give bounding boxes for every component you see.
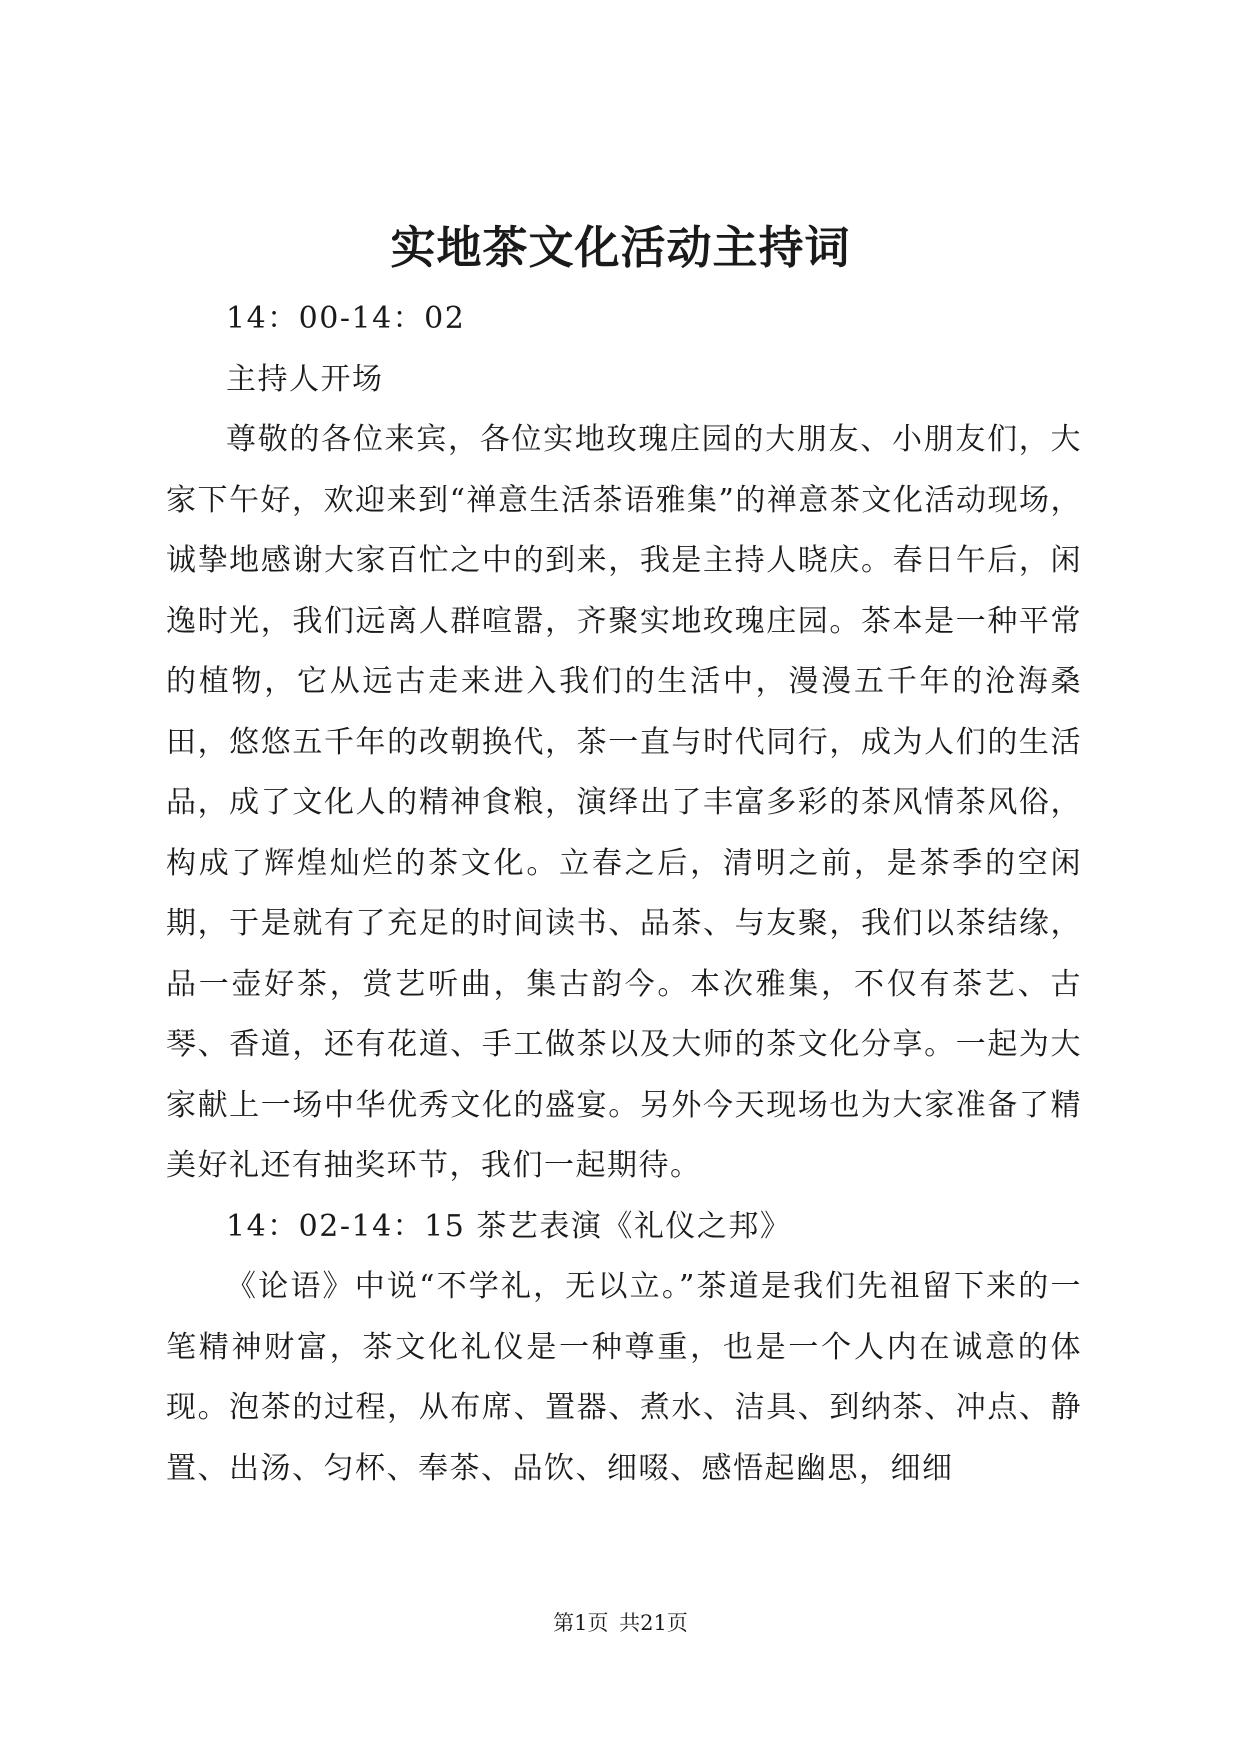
page-title: 实地茶文化活动主持词: [390, 221, 851, 274]
section-heading: 主持人开场: [226, 361, 384, 397]
page-number: 第1页: [553, 1611, 609, 1635]
page-total: 共21页: [619, 1611, 688, 1635]
time-slot-heading: 14：02-14：15 茶艺表演《礼仪之邦》: [226, 1208, 792, 1244]
time-slot-heading: 14：00-14：02: [226, 301, 466, 336]
body-paragraph: 《论语》中说“不学礼，无以立。”茶道是我们先祖留下来的一笔精神财富，茶文化礼仪是一种尊重，也是一个人内在诚意的体现。泡茶的过程，从布席、置器、煮水、洁具、到纳茶、冲点、静置、出汤、匀杯、奉茶、品饮、细啜、感悟起幽思，细细: [166, 1269, 1082, 1486]
body-paragraph: 尊敬的各位来宾，各位实地玫瑰庄园的大朋友、小朋友们，大家下午好，欢迎来到“禅意生活茶语雅集”的禅意茶文化活动现场，诚挚地感谢大家百忙之中的到来，我是主持人晓庆。春日午后，闲逸时光，我们远离人群喧嚣，齐聚实地玫瑰庄园。茶本是一种平常的植物，它从远古走来进入我们的生活中，漫漫五千年的沧海桑田，悠悠五千年的改朝换代，茶一直与时代同行，成为人们的生活品，成了文化人的精神食粮，演绎出了丰富多彩的茶风情茶风俗，构成了辉煌灿烂的茶文化。立春之后，清明之前，是茶季的空闲期，于是就有了充足的时间读书、品茶、与友聚，我们以茶结缘，品一壶好茶，赏艺听曲，集古韵今。本次雅集，不仅有茶艺、古琴、香道，还有花道、手工做茶以及大师的茶文化分享。一起为大家献上一场中华优秀文化的盛宴。另外今天现场也为大家准备了精美好礼还有抽奖环节，我们一起期待。: [166, 422, 1082, 1183]
page-footer: [0, 1608, 1241, 1638]
document-body: [166, 289, 1082, 1499]
